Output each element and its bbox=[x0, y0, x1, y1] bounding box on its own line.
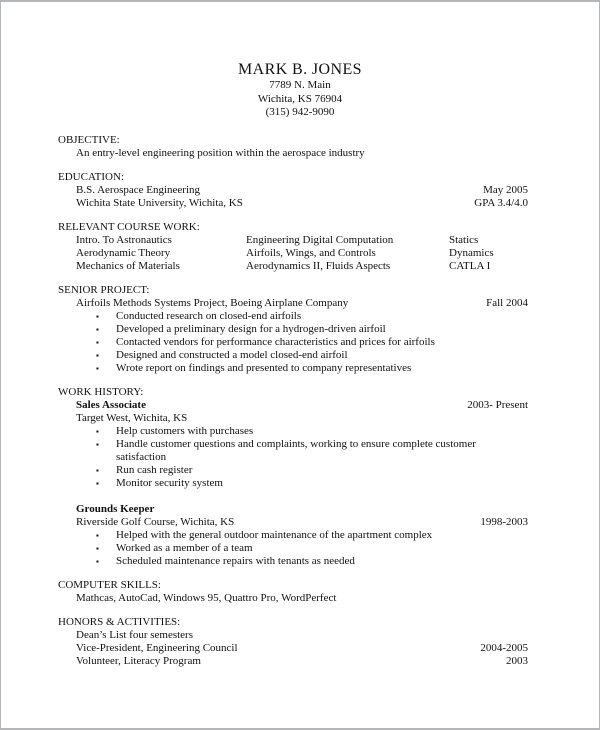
square-bullet-icon: ▪ bbox=[96, 350, 99, 360]
course: Mechanics of Materials bbox=[76, 259, 180, 272]
education-row bbox=[58, 184, 528, 197]
job-title: Grounds Keeper bbox=[76, 502, 155, 515]
square-bullet-icon: ▪ bbox=[96, 324, 99, 334]
bullet-item: ▪ Monitor security system bbox=[96, 476, 223, 489]
degree: B.S. Aerospace Engineering bbox=[76, 183, 201, 196]
section-objective bbox=[58, 134, 528, 160]
course: Engineering Digital Computation bbox=[246, 233, 394, 246]
education-row bbox=[58, 197, 528, 210]
job-bullets bbox=[58, 425, 528, 490]
job-dates: 2003- Present bbox=[467, 398, 528, 411]
square-bullet-icon: ▪ bbox=[96, 337, 99, 347]
person-name: MARK B. JONES bbox=[238, 61, 362, 78]
senior-project-heading: SENIOR PROJECT: bbox=[58, 283, 150, 296]
resume-body bbox=[58, 134, 528, 668]
bullet-item: ▪ Help customers with purchases bbox=[96, 424, 254, 437]
address-city: Wichita, KS 76904 bbox=[257, 92, 343, 105]
bullet-item: ▪ Contacted vendors for performance characteristics and prices for airfoils bbox=[96, 335, 435, 348]
job-title-row bbox=[58, 399, 528, 412]
job-employer: Target West, Wichita, KS bbox=[76, 411, 188, 424]
bullet-item: ▪ Handle customer questions and complaints, working to ensure complete customer satisfaction bbox=[96, 437, 476, 463]
square-bullet-icon: ▪ bbox=[96, 363, 99, 373]
honor-item: Volunteer, Literacy Program bbox=[76, 654, 201, 667]
bullet-item: ▪ Scheduled maintenance repairs with tenants as needed bbox=[96, 554, 355, 567]
project-date: Fall 2004 bbox=[486, 296, 528, 309]
honors-row bbox=[58, 642, 528, 655]
section-senior-project bbox=[58, 284, 528, 375]
school: Wichita State University, Wichita, KS bbox=[76, 196, 243, 209]
square-bullet-icon: ▪ bbox=[96, 543, 99, 553]
job-title-row bbox=[58, 503, 528, 516]
section-honors bbox=[58, 616, 528, 668]
computer-skills-heading: COMPUTER SKILLS: bbox=[58, 578, 161, 591]
project-bullets bbox=[58, 310, 528, 375]
honor-item: Vice-President, Engineering Council bbox=[76, 641, 238, 654]
job-title: Sales Associate bbox=[76, 398, 146, 411]
job-dates: 1998-2003 bbox=[480, 515, 528, 528]
honor-date: 2004-2005 bbox=[480, 641, 528, 654]
work-history-heading: WORK HISTORY: bbox=[58, 385, 144, 398]
square-bullet-icon: ▪ bbox=[96, 426, 99, 436]
honors-row bbox=[58, 655, 528, 668]
computer-skills-list: Mathcas, AutoCad, Windows 95, Quattro Pro, WordPerfect bbox=[76, 591, 337, 604]
section-work-history bbox=[58, 386, 528, 568]
square-bullet-icon: ▪ bbox=[96, 465, 99, 475]
square-bullet-icon: ▪ bbox=[96, 311, 99, 321]
course: Statics bbox=[449, 233, 479, 246]
job-entry bbox=[58, 503, 528, 568]
bullet-item: ▪ Wrote report on findings and presented to company representatives bbox=[96, 361, 412, 374]
square-bullet-icon: ▪ bbox=[96, 478, 99, 488]
job-bullets bbox=[58, 529, 528, 568]
bullet-item: ▪ Conducted research on closed-end airfoils bbox=[96, 309, 302, 322]
project-title-row bbox=[58, 297, 528, 310]
course: Aerodynamics II, Fluids Aspects bbox=[246, 259, 391, 272]
resume-header bbox=[1, 2, 599, 120]
section-computer-skills bbox=[58, 579, 528, 605]
honor-item: Dean’s List four semesters bbox=[76, 628, 193, 641]
objective-text: An entry-level engineering position within the aerospace industry bbox=[76, 146, 365, 159]
course: Dynamics bbox=[449, 246, 494, 259]
bullet-item: ▪ Run cash register bbox=[96, 463, 193, 476]
bullet-item: ▪ Developed a preliminary design for a hydrogen-driven airfoil bbox=[96, 322, 386, 335]
job-employer: Riverside Golf Course, Wichita, KS bbox=[76, 515, 235, 528]
gpa: GPA 3.4/4.0 bbox=[474, 196, 528, 209]
job-entry bbox=[58, 399, 528, 490]
course: CATLA I bbox=[449, 259, 491, 272]
square-bullet-icon: ▪ bbox=[96, 439, 99, 449]
education-heading: EDUCATION: bbox=[58, 170, 124, 183]
bullet-item: ▪ Designed and constructed a model closed-end airfoil bbox=[96, 348, 348, 361]
bullet-item: ▪ Helped with the general outdoor maintenance of the apartment complex bbox=[96, 528, 433, 541]
bullet-item: ▪ Worked as a member of a team bbox=[96, 541, 253, 554]
square-bullet-icon: ▪ bbox=[96, 530, 99, 540]
coursework-heading: RELEVANT COURSE WORK: bbox=[58, 220, 200, 233]
honor-date: 2003 bbox=[506, 654, 528, 667]
section-coursework bbox=[58, 221, 528, 273]
address-street: 7789 N. Main bbox=[269, 79, 331, 91]
section-education bbox=[58, 171, 528, 210]
phone-number: (315) 942-9090 bbox=[265, 106, 335, 118]
course: Intro. To Astronautics bbox=[76, 233, 172, 246]
honors-row bbox=[58, 629, 528, 642]
graduation-date: May 2005 bbox=[483, 183, 528, 196]
honors-heading: HONORS & ACTIVITIES: bbox=[58, 615, 181, 628]
project-title: Airfoils Methods Systems Project, Boeing Airplane Company bbox=[76, 296, 349, 309]
course: Aerodynamic Theory bbox=[76, 246, 171, 259]
job-employer-row bbox=[58, 516, 528, 529]
course: Airfoils, Wings, and Controls bbox=[246, 246, 376, 259]
objective-heading: OBJECTIVE: bbox=[58, 133, 120, 146]
coursework-grid bbox=[58, 234, 528, 273]
square-bullet-icon: ▪ bbox=[96, 556, 99, 566]
